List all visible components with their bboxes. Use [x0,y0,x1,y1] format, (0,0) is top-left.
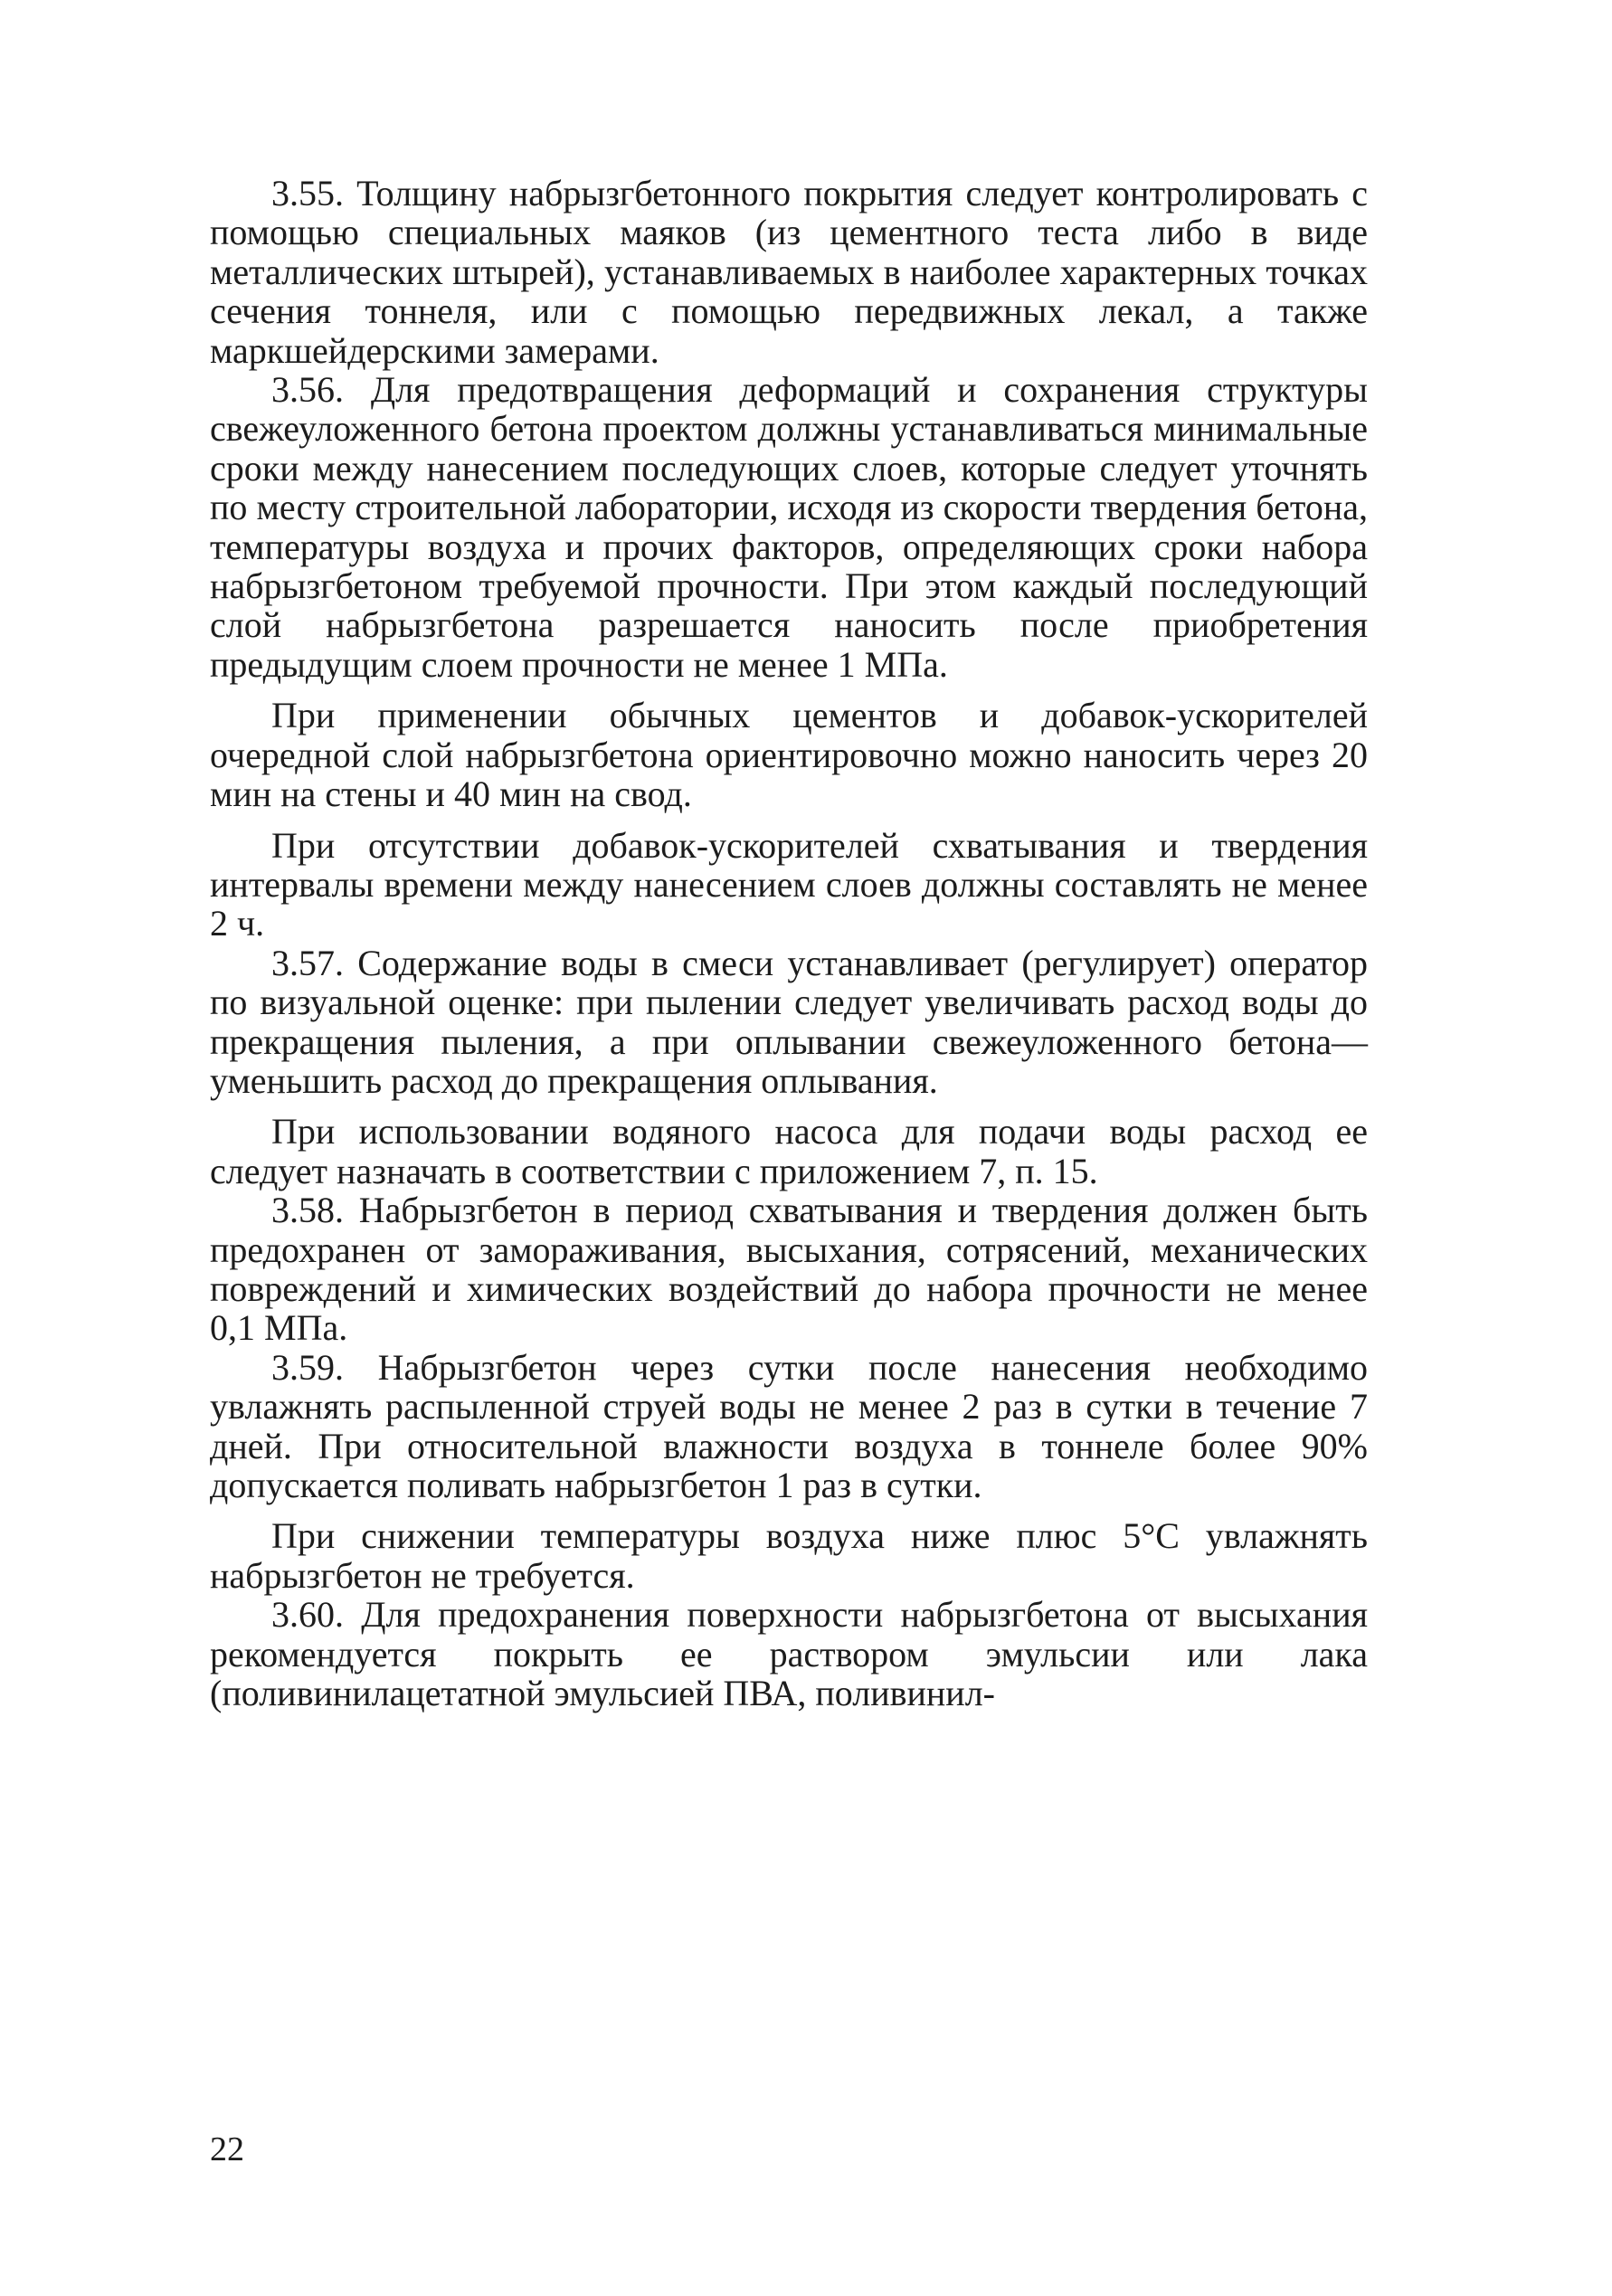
paragraph-3-56: 3.56. Для предотвращения деформаций и сохранения структуры свежеуложенного бетона проектом должны устанавливаться минимальные сроки между нанесением последующих слоев, которые следует уточнять по месту строительной лаборатории, исходя из скорости твердения бетона, температуры воздуха и прочих факторов, определяющих сроки набора набрызгбетоном требуемой прочности. При этом каждый последующий слой набрызгбетона разрешается наносить после приобретения предыдущим слоем прочности не менее 1 МПа. [210,369,1368,685]
paragraph-water-pump: При использовании водяного насоса для подачи воды расход ее следует назначать в соответствии с приложением 7, п. 15. [210,1111,1368,1191]
paragraph-3-59: 3.59. Набрызгбетон через сутки после нанесения необходимо увлажнять распыленной струей воды не менее 2 раз в сутки в течение 7 дней. При относительной влажности воздуха в тоннеле более 90% допускается поливать набрызгбетон 1 раз в сутки. [210,1346,1368,1505]
paragraph-accelerators: При применении обычных цементов и добавок-ускорителей очередной слой набрызгбетона ориентировочно можно наносить через 20 мин на стены и 40 мин на свод. [210,695,1368,815]
paragraph-no-accelerators: При отсутствии добавок-ускорителей схватывания и твердения интервалы времени между нанесением слоев должны составлять не менее 2 ч. [210,824,1368,944]
paragraph-3-58: 3.58. Набрызгбетон в период схватывания и твердения должен быть предохранен от замораживания, высыхания, сотрясений, механических повреждений и химических воздействий до набора прочности не менее 0,1 МПа. [210,1190,1368,1349]
paragraph-3-60: 3.60. Для предохранения поверхности набрызгбетона от высыхания рекомендуется покрыть ее раствором эмульсии или лака (поливинилацетатной эмульсией ПВА, поливинил- [210,1594,1368,1714]
document-page [210,174,1368,2282]
page-number: 22 [210,2130,244,2168]
paragraph-temperature: При снижении температуры воздуха ниже плюс 5°С увлажнять набрызгбетон не требуется. [210,1515,1368,1596]
paragraph-3-57: 3.57. Содержание воды в смеси устанавливает (регулирует) оператор по визуальной оценке: при пылении следует увеличивать расход воды до прекращения пыления, а при оплывании свежеуложенного бетона—уменьшить расход до прекращения оплывания. [210,942,1368,1101]
paragraph-3-55: 3.55. Толщину набрызгбетонного покрытия следует контролировать с помощью специальных маяков (из цементного теста либо в виде металлических штырей), устанавливаемых в наиболее характерных точках сечения тоннеля, или с помощью передвижных лекал, а также маркшейдерскими замерами. [210,173,1368,371]
